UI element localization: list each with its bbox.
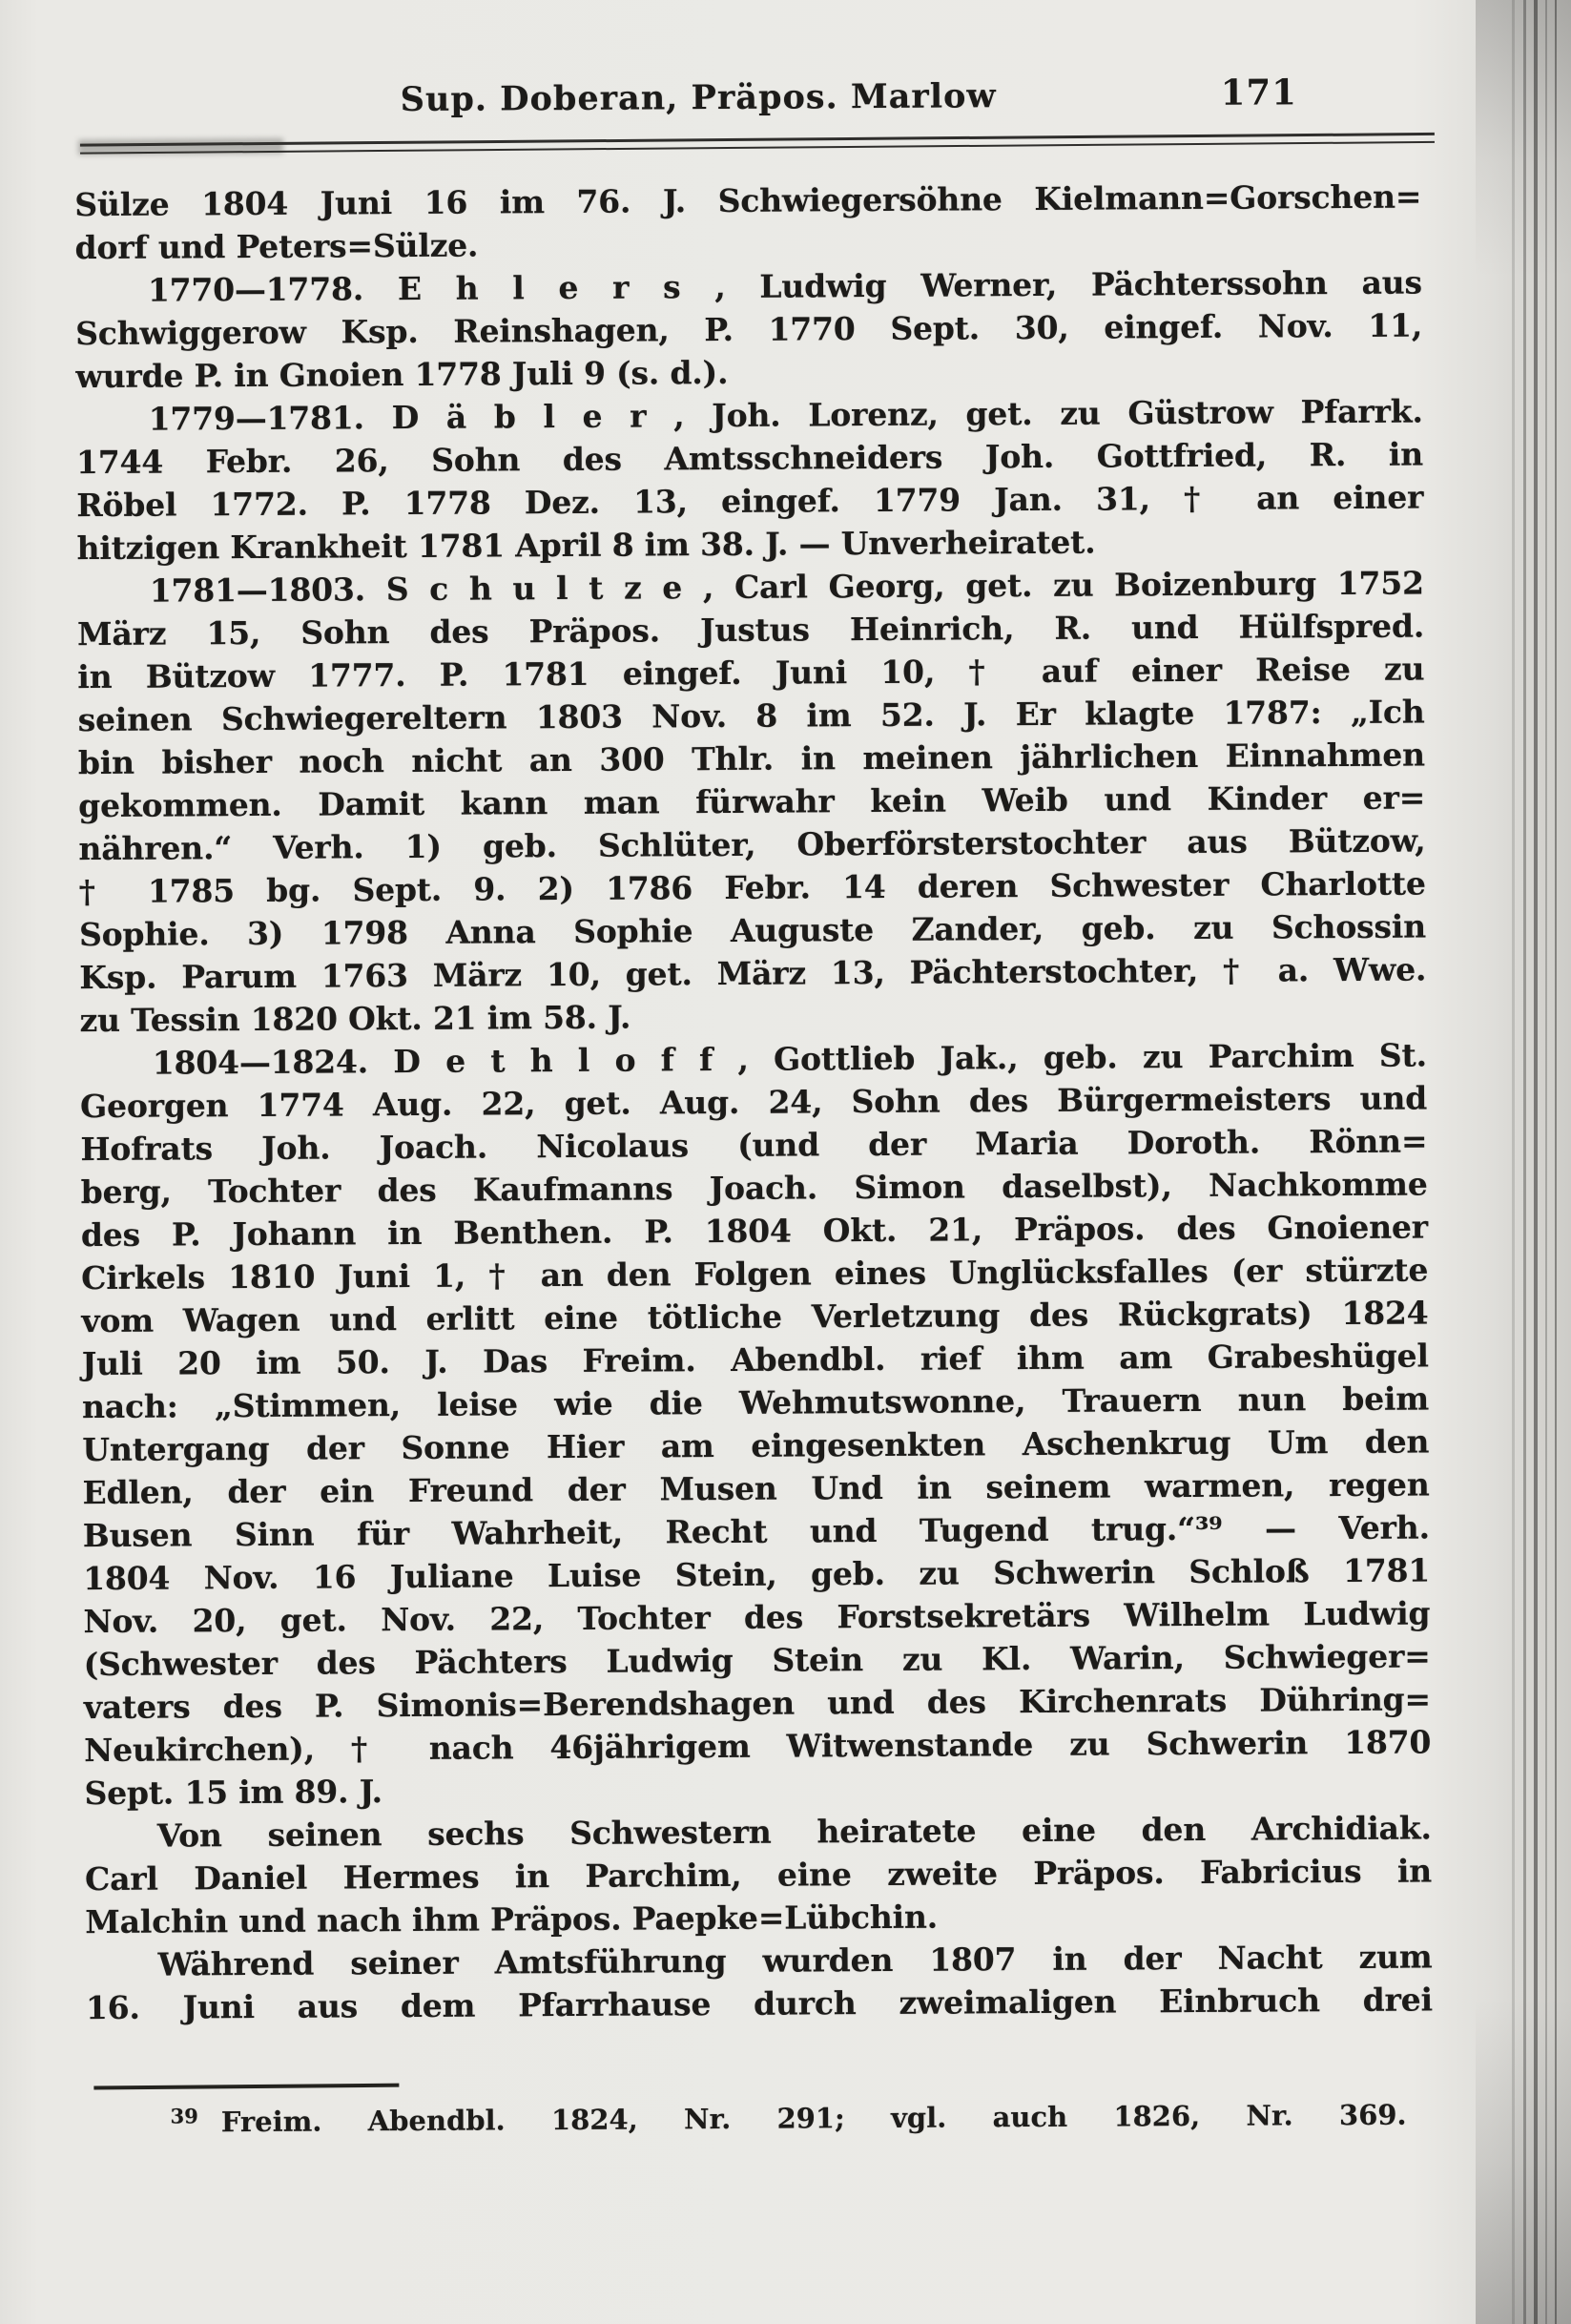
header-rule	[80, 133, 1435, 155]
text-line: Von seinen sechs Schwestern heiratete eine den Archidiak.	[156, 1809, 1432, 1855]
text-line: Sülze 1804 Juni 16 im 76. J. Schwiegersöhne Kielmann=Gorschen=	[74, 177, 1422, 224]
text-line: des P. Johann in Benthen. P. 1804 Okt. 21, Präpos. des Gnoiener	[80, 1208, 1429, 1255]
text-line: Busen Sinn für Wahrheit, Recht und Tugend trug.“³⁹ — Verh.	[82, 1508, 1430, 1555]
text-line: 1804—1824. D e t h l o f f , Gottlieb Jak., geb. zu Parchim St.	[152, 1036, 1427, 1082]
text-line: Nov. 20, get. Nov. 22, Tochter des Forstsekretärs Wilhelm Ludwig	[83, 1594, 1431, 1641]
text-line: † 1785 bg. Sept. 9. 2) 1786 Febr. 14 deren Schwester Charlotte	[78, 864, 1426, 911]
text-line: Sept. 15 im 89. J.	[84, 1773, 382, 1813]
footnote-text: Freim. Abendbl. 1824, Nr. 291; vgl. auch 1826, Nr. 369.	[220, 2098, 1407, 2139]
text-line: 1804 Nov. 16 Juliane Luise Stein, geb. zu Schwerin Schloß 1781	[83, 1551, 1431, 1598]
text-line: nach: „Stimmen, leise wie die Wehmutswonne, Trauern nun beim	[81, 1380, 1430, 1426]
text-line: Ksp. Parum 1763 März 10, get. März 13, Pächterstochter, † a. Wwe.	[79, 950, 1427, 997]
text-line: Malchin und nach ihm Präpos. Paepke=Lübchin.	[85, 1898, 939, 1941]
text-line: zu Tessin 1820 Okt. 21 im 58. J.	[79, 998, 631, 1040]
text-line: Carl Daniel Hermes in Parchim, eine zweite Präpos. Fabricius in	[84, 1852, 1433, 1899]
text-line: Georgen 1774 Aug. 22, get. Aug. 24, Sohn des Bürgermeisters und	[79, 1079, 1428, 1126]
text-line: Hofrats Joh. Joach. Nicolaus (und der Maria Doroth. Rönn=	[80, 1122, 1428, 1169]
text-line: Neukirchen), † nach 46jährigem Witwenstande zu Schwerin 1870	[84, 1723, 1432, 1770]
text-line: Cirkels 1810 Juni 1, † an den Folgen eines Unglücksfalles (er stürzte	[81, 1251, 1429, 1297]
text-line: Schwiggerow Ksp. Reinshagen, P. 1770 Sept. 30, eingef. Nov. 11,	[75, 306, 1423, 353]
text-line: Edlen, der ein Freund der Musen Und in seinem warmen, regen	[82, 1465, 1430, 1512]
text-line: 1781—1803. S c h u l t z e , Carl Georg, get. zu Boizenburg 1752	[149, 564, 1424, 610]
text-line: hitzigen Krankheit 1781 April 8 im 38. J. — Unverheiratet.	[76, 523, 1096, 568]
page-number: 171	[1220, 71, 1298, 114]
text-line: (Schwester des Pächters Ludwig Stein zu Kl. Warin, Schwieger=	[83, 1637, 1431, 1684]
text-line: 1744 Febr. 26, Sohn des Amtsschneiders Joh. Gottfried, R. in	[75, 435, 1424, 482]
text-line: Während seiner Amtsführung wurden 1807 in der Nacht zum	[157, 1938, 1433, 1983]
text-line: dorf und Peters=Sülze.	[74, 226, 479, 267]
text-line: 1779—1781. D ä b l e r , Joh. Lorenz, get. zu Güstrow Pfarrk.	[148, 392, 1423, 438]
text-line: nähren.“ Verh. 1) geb. Schlüter, Oberförsterstochter aus Bützow,	[78, 821, 1426, 868]
text-line: wurde P. in Gnoien 1778 Juli 9 (s. d.).	[75, 353, 729, 396]
text-line: Juli 20 im 50. J. Das Freim. Abendbl. rief ihm am Grabeshügel	[81, 1337, 1429, 1383]
text-line: gekommen. Damit kann man fürwahr kein Weib und Kinder er=	[78, 778, 1426, 825]
text-line: seinen Schwiegereltern 1803 Nov. 8 im 52. J. Er klagte 1787: „Ich	[77, 693, 1425, 739]
text-line: Sophie. 3) 1798 Anna Sophie Auguste Zander, geb. zu Schossin	[78, 907, 1427, 954]
text-line: März 15, Sohn des Präpos. Justus Heinrich, R. und Hülfspred.	[76, 607, 1425, 654]
footnote	[87, 2099, 1407, 2139]
text-line: bin bisher noch nicht an 300 Thlr. in meinen jährlichen Einnahmen	[77, 736, 1425, 782]
text-line: berg, Tochter des Kaufmanns Joach. Simon daselbst), Nachkomme	[80, 1165, 1428, 1212]
text-line: 16. Juni aus dem Pfarrhause durch zweimaligen Einbruch drei	[85, 1981, 1433, 2027]
text-line: vaters des P. Simonis=Berendshagen und des Kirchenrats Dühring=	[83, 1680, 1432, 1727]
page-header	[74, 71, 1421, 127]
text-line: vom Wagen und erlitt eine tötliche Verletzung des Rückgrats) 1824	[81, 1294, 1429, 1340]
footnote-rule	[93, 2084, 399, 2090]
footnote-marker: 39	[170, 2104, 198, 2128]
text-line: Untergang der Sonne Hier am eingesenkten Aschenkrug Um den	[82, 1422, 1430, 1469]
text-line: 1770—1778. E h l e r s , Ludwig Werner, Pächterssohn aus	[147, 263, 1422, 309]
text-line: in Bützow 1777. P. 1781 eingef. Juni 10, † auf einer Reise zu	[77, 650, 1425, 696]
body-text	[74, 176, 1433, 2030]
running-header-title: Sup. Doberan, Präpos. Marlow	[400, 76, 997, 120]
text-line: Röbel 1772. P. 1778 Dez. 13, eingef. 1779 Jan. 31, † an einer	[76, 478, 1424, 525]
